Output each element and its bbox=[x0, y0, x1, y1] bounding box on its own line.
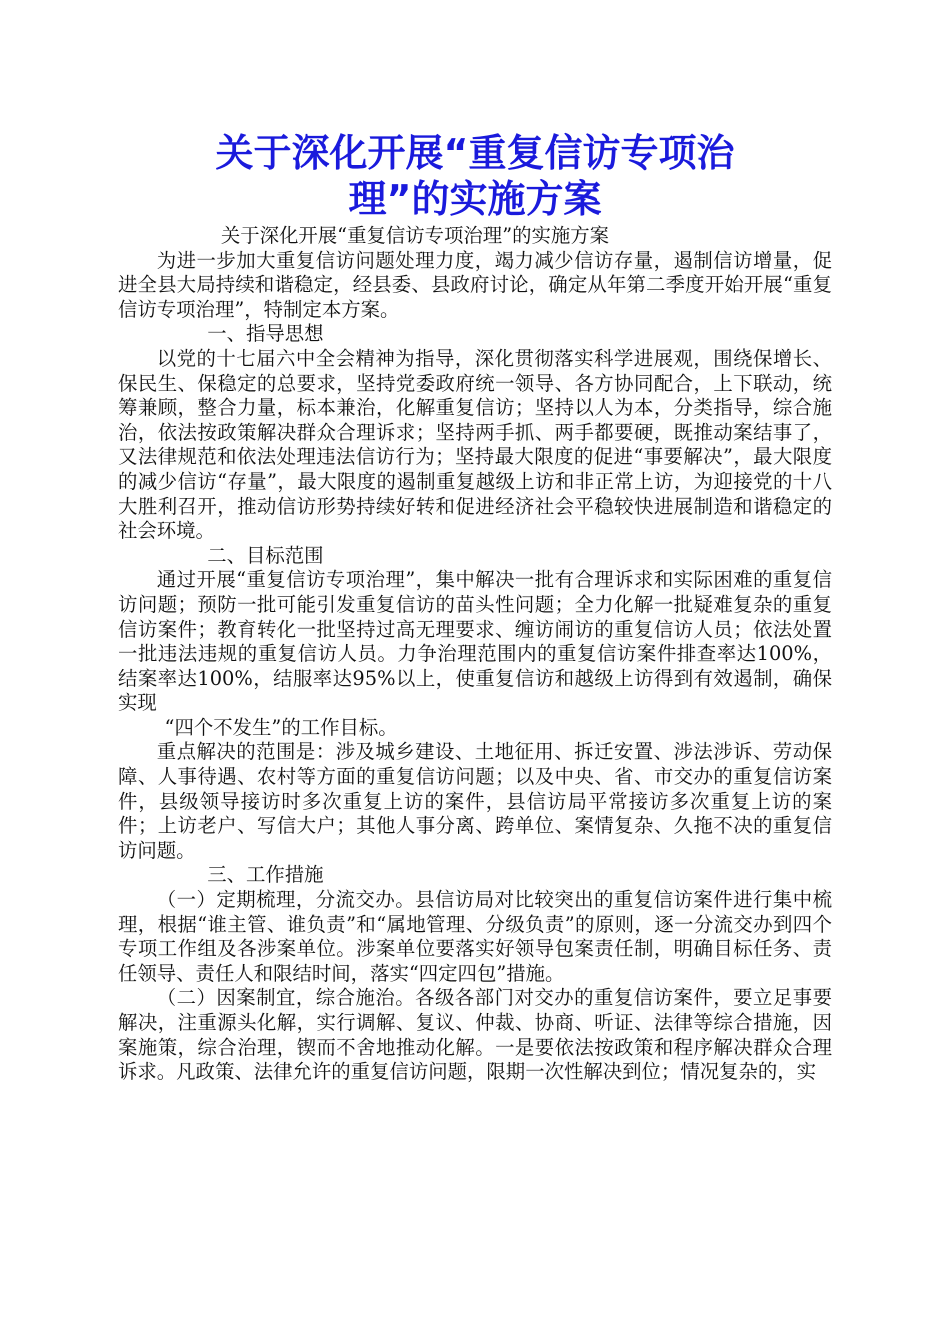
document-body bbox=[118, 224, 832, 1085]
section-heading-work-measures: 三、工作措施 bbox=[207, 863, 324, 887]
section-heading-target-scope: 二、目标范围 bbox=[207, 543, 324, 567]
document-title-line-2: 理”的实施方案 bbox=[348, 177, 602, 221]
section-heading-guiding-thought: 一、指导思想 bbox=[207, 322, 324, 346]
target-scope-paragraph: 通过开展“重复信访专项治理”，集中解决一批有合理诉求和实际困难的重复信访问题；预防一批可能引发重复信访的苗头性问题；全力化解一批疑难复杂的重复信访案件；教育转化一批坚持过高无理要求、缠访闹访的重复信访人员；依法处置一批违法违规的重复信访人员。力争治理范围内的重复信访案件排查率达100%，结案率达100%，结服率达95%以上，使重复信访和越级上访得到有效遏制，确保实现 bbox=[118, 568, 832, 715]
key-scope-paragraph: 重点解决的范围是：涉及城乡建设、土地征用、拆迁安置、涉法涉诉、劳动保障、人事待遇、农村等方面的重复信访问题；以及中央、省、市交办的重复信访案件，县级领导接访时多次重复上访的案件，县信访局平常接访多次重复上访的案件；上访老户、写信大户；其他人事分离、跨单位、案情复杂、久拖不决的重复信访问题。 bbox=[118, 740, 832, 862]
measure-item-1-paragraph: （一）定期梳理，分流交办。县信访局对比较突出的重复信访案件进行集中梳理，根据“谁主管、谁负责”和“属地管理、分级负责”的原则，逐一分流交办到四个专项工作组及各涉案单位。涉案单位要落实好领导包案责任制，明确目标任务、责任领导、责任人和限结时间，落实“四定四包”措施。 bbox=[118, 888, 832, 985]
guiding-thought-paragraph: 以党的十七届六中全会精神为指导，深化贯彻落实科学进展观，围绕保增长、保民生、保稳定的总要求，坚持党委政府统一领导、各方协同配合，上下联动，统筹兼顾，整合力量，标本兼治，化解重复信访；坚持以人为本，分类指导，综合施治，依法按政策解决群众合理诉求；坚持两手抓、两手都要硬，既推动案结事了，又法律规范和依法处理违法信访行为；坚持最大限度的促进“事要解决”，最大限度的减少信访“存量”，最大限度的遏制重复越级上访和非正常上访，为迎接党的十八大胜利召开，推动信访形势持续好转和促进经济社会平稳较快进展制造和谐稳定的社会环境。 bbox=[118, 346, 832, 543]
target-goal-paragraph: “四个不发生”的工作目标。 bbox=[164, 715, 398, 739]
measure-item-2-paragraph: （二）因案制宜，综合施治。各级各部门对交办的重复信访案件，要立足事要解决，注重源头化解，实行调解、复议、仲裁、协商、听证、法律等综合措施，因案施策，综合治理，锲而不舍地推动化解。一是要依法按政策和程序解决群众合理诉求。凡政策、法律允许的重复信访问题，限期一次性解决到位；情况复杂的，实 bbox=[118, 986, 832, 1084]
document-title-line-1: 关于深化开展“重复信访专项治 bbox=[215, 131, 735, 175]
document-subtitle: 关于深化开展“重复信访专项治理”的实施方案 bbox=[220, 224, 610, 247]
intro-paragraph: 为进一步加大重复信访问题处理力度，竭力减少信访存量，遏制信访增量，促进全县大局持续和谐稳定，经县委、县政府讨论，确定从年第二季度开始开展“重复信访专项治理”，特制定本方案。 bbox=[118, 248, 832, 321]
